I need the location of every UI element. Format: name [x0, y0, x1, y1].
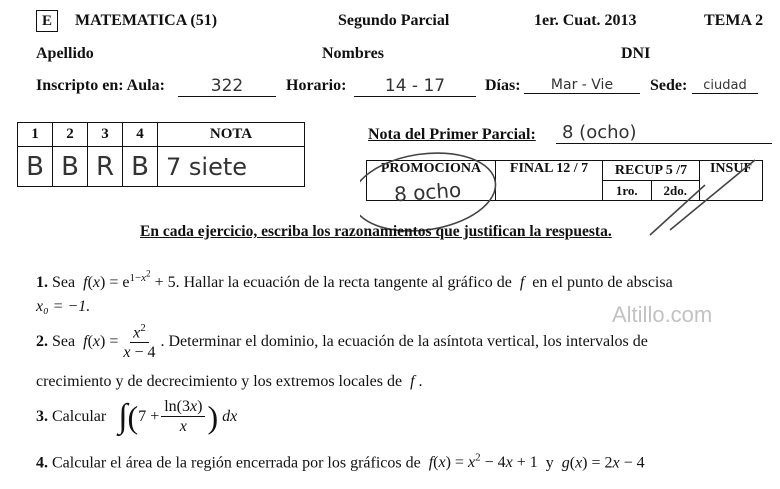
- recup-second-header: 2do.: [651, 181, 700, 201]
- grade-value-2[interactable]: B: [53, 147, 88, 187]
- integral-sign: ∫: [118, 398, 128, 435]
- exercise-2-number: 2.: [36, 333, 48, 351]
- dias-field[interactable]: Mar - Vie: [524, 77, 640, 94]
- exam-name: Segundo Parcial: [338, 12, 450, 29]
- exam-term: 1er. Cuat. 2013: [534, 12, 637, 29]
- promo-strike-mark-1: [650, 185, 705, 235]
- promo-strike-mark-2: [670, 160, 755, 230]
- exercise-4-number: 4.: [36, 454, 48, 472]
- sede-label: Sede:: [650, 77, 688, 94]
- exercise-2: [36, 322, 648, 362]
- grade-header-1: 1: [18, 123, 53, 147]
- first-exam-value[interactable]: 8 (ocho): [556, 122, 772, 144]
- grades-value-row: [18, 147, 305, 187]
- grade-header-nota: NOTA: [158, 123, 305, 147]
- grade-header-2: 2: [53, 123, 88, 147]
- exercise-1-text2: en el punto de abscisa: [532, 273, 673, 291]
- exercise-1-function: $f(x) = e^{1-x^2} + 5$: [83, 268, 176, 291]
- exercise-4-g: g(x) = 2x − 4: [561, 454, 645, 472]
- insuf-header: INSUF: [700, 161, 763, 201]
- inscripto-label: Inscripto en: Aula:: [36, 77, 165, 94]
- grades-table: [17, 122, 305, 187]
- exercise-3-number: 3.: [36, 408, 48, 425]
- sede-field[interactable]: ciudad: [692, 78, 758, 94]
- grade-header-4: 4: [123, 123, 158, 147]
- exercise-3-text: Calcular: [52, 408, 107, 425]
- exercise-2-fraction: $\frac{x^2}{x - 4}$: [123, 322, 156, 361]
- grade-value-1[interactable]: B: [18, 147, 53, 187]
- exercise-2-f: f .: [410, 373, 423, 390]
- dni-label: DNI: [621, 45, 651, 62]
- exercise-1-text: . Hallar la ecuación de la recta tangente al gráfico de: [175, 273, 512, 291]
- aula-field[interactable]: 322: [178, 76, 276, 97]
- exercise-4-text: Calcular el área de la región encerrada por los gráficos de: [52, 454, 421, 472]
- dias-label: Días:: [485, 77, 521, 94]
- version-box: E: [36, 10, 58, 32]
- grade-value-3[interactable]: R: [88, 147, 123, 187]
- exercise-2-text: . Determinar el dominio, la ecuación de la asíntota vertical, los intervalos de: [160, 333, 648, 351]
- grade-value-nota[interactable]: 7 siete: [158, 147, 305, 187]
- exercise-2-line2: [36, 373, 423, 391]
- exercise-4: [36, 452, 645, 472]
- grades-header-row: [18, 123, 305, 147]
- horario-field[interactable]: 14 - 17: [354, 76, 476, 97]
- recup-header: RECUP 5 /7: [603, 161, 700, 181]
- first-exam-label: Nota del Primer Parcial:: [368, 126, 536, 143]
- exam-topic: TEMA 2: [704, 12, 764, 29]
- subject-title: MATEMATICA (51): [75, 12, 218, 29]
- exercise-2-function: f(x) =: [83, 333, 119, 351]
- exercise-3: [36, 398, 237, 436]
- exercise-3-integrand: ( 7 + $\frac{\ln(3x)}{x}$ ) dx: [127, 398, 238, 435]
- watermark: Altillo.com: [612, 302, 713, 327]
- grade-value-4[interactable]: B: [123, 147, 158, 187]
- exercise-2-sea: Sea: [52, 333, 76, 351]
- exercise-1-f: f: [519, 273, 525, 291]
- grade-header-3: 3: [88, 123, 123, 147]
- instructions: En cada ejercicio, escriba los razonamientos que justifican la respuesta.: [140, 223, 612, 240]
- promociona-header: PROMOCIONA: [367, 161, 496, 201]
- final-header: FINAL 12 / 7: [496, 161, 603, 201]
- exercise-4-f: $f(x) = x^2 - 4x + 1$: [428, 452, 542, 472]
- exercise-2-text2: crecimiento y de decrecimiento y los extremos locales de: [36, 373, 403, 390]
- exercise-4-and: y: [545, 454, 554, 472]
- exercise-1-sea: Sea: [52, 273, 76, 291]
- exercise-1: [36, 268, 673, 292]
- promo-value[interactable]: 8 ocho: [393, 177, 462, 207]
- exercise-1-number: 1.: [36, 273, 48, 291]
- apellido-label: Apellido: [36, 45, 94, 62]
- exercise-1-x0: x₀ = −1.: [36, 298, 91, 315]
- horario-label: Horario:: [286, 77, 347, 94]
- recup-first-header: 1ro.: [603, 181, 652, 201]
- nombres-label: Nombres: [322, 45, 384, 62]
